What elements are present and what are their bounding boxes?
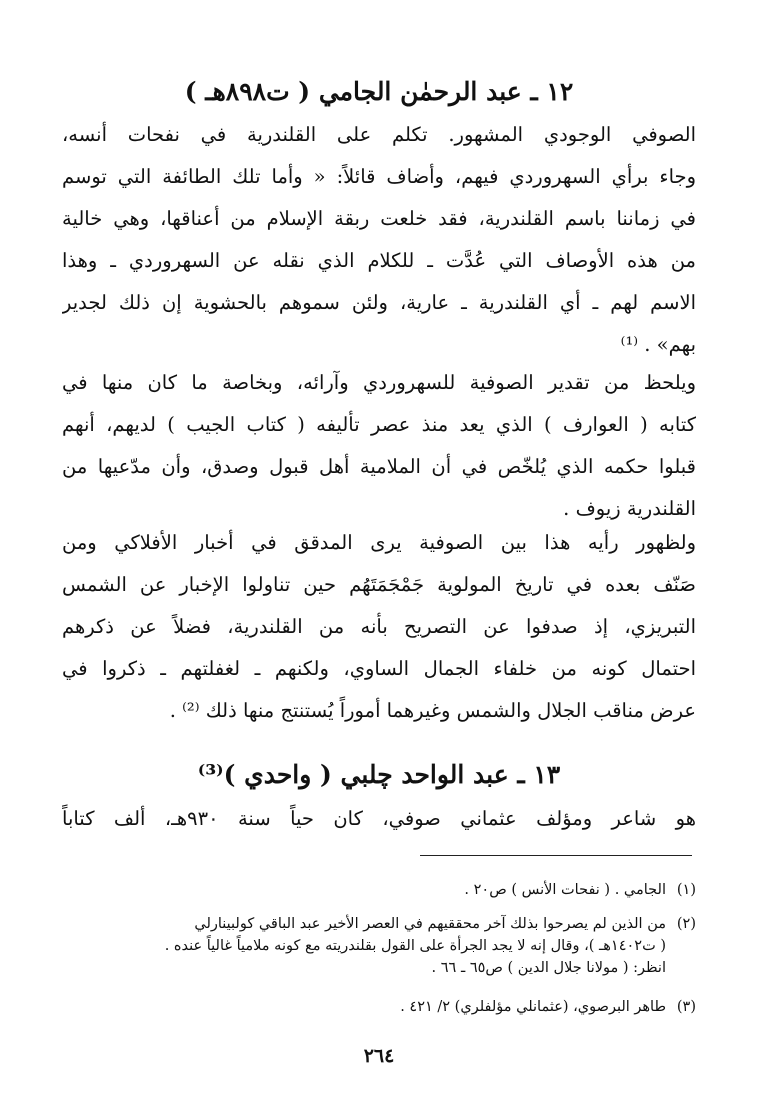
text-line: صَنّف بعده في تاريخ المولوية جَمْجَمَتَهُم حين تناولوا الإخبار عن الشمس xyxy=(62,573,696,596)
section-12-paragraph-3 xyxy=(62,522,696,732)
text-line: في زماننا باسم القلندرية، فقد خلعت ربقة الإسلام من أعناقها، وهي خالية xyxy=(62,207,696,230)
text-line: ويلحظ من تقدير الصوفية للسهروردي وآرائه، وبخاصة ما كان منها في xyxy=(62,371,696,394)
text-line: عرض مناقب الجلال والشمس وغيرهما أموراً يُستنتج منها ذلك ⁽²⁾ . xyxy=(169,699,696,722)
footnote-1 xyxy=(58,879,696,901)
section-13-heading: ١٣ ـ عبد الواحد چلبي ( واحدي )⁽³⁾ xyxy=(197,760,561,789)
footnote-text: الجامي . ( نفحات الأنس ) ص٢٠ . xyxy=(464,882,666,898)
text-line: كتابه ( العوارف ) الذي يعد منذ عصر تأليفه ( كتاب الجيب ) لديهم، أنهم xyxy=(62,413,696,436)
text-line: بهم» . ⁽¹⁾ xyxy=(620,333,696,356)
text-line: احتمال كونه من خلفاء الجمال الساوي، ولكنهم ـ لغفلتهم ـ ذكروا في xyxy=(62,657,696,680)
text-line: الاسم لهم ـ أي القلندرية ـ عارية، ولئن سموهم بالحشوية إن ذلك لجدير xyxy=(62,291,696,314)
page-number: ٢٦٤ xyxy=(363,1045,395,1067)
footnote-number: (٢) xyxy=(676,916,696,932)
text-line: التبريزي، إذ صدفوا عن التصريح بأنه من القلندرية، فضلاً عن ذكرهم xyxy=(62,615,696,638)
text-line: قبلوا حكمه الذي يُلخّص في أن الملامية أهل قبول وصدق، وأن مدّعيها من xyxy=(62,455,696,478)
footnote-text: من الذين لم يصرحوا بذلك آخر محققيهم في العصر الأخير عبد الباقي كولبينارلي xyxy=(194,916,666,932)
text-line: القلندرية زيوف . xyxy=(563,497,696,520)
section-13-paragraph-1 xyxy=(62,798,696,840)
section-12-paragraph-2 xyxy=(62,362,696,530)
footnote-continuation: ( ت١٤٠٢هـ )، وقال إنه لا يجد الجرأة على القول بقلندريته مع كونه ملامياً غالياً عنده . xyxy=(164,938,666,954)
text-line: وجاء برأي السهروردي فيهم، وأضاف قائلاً: « وأما تلك الطائفة التي توسم xyxy=(62,165,696,188)
text-line: ولظهور رأيه هذا بين الصوفية يرى المدقق في أخبار الأفلاكي ومن xyxy=(62,531,696,554)
footnote-2 xyxy=(58,913,696,979)
footnote-continuation: انظر: ( مولانا جلال الدين ) ص٦٥ ـ ٦٦ . xyxy=(431,960,666,976)
footnote-number: (٣) xyxy=(676,999,696,1015)
section-12-heading: ١٢ ـ عبد الرحمٰن الجامي ( ت٨٩٨هـ ) xyxy=(184,77,574,106)
footnote-3 xyxy=(58,996,696,1018)
footnote-divider xyxy=(420,855,692,856)
text-line: الصوفي الوجودي المشهور. تكلم على القلندرية في نفحات أنسه، xyxy=(62,123,696,146)
footnote-number: (١) xyxy=(676,882,696,898)
text-line: من هذه الأوصاف التي عُدَّت ـ للكلام الذي نقله عن السهروردي ـ وهذا xyxy=(62,249,696,272)
footnote-text: طاهر البرصوي، (عثمانلي مؤلفلري) ٢/ ٤٢١ . xyxy=(400,999,666,1015)
section-12-paragraph-1 xyxy=(62,114,696,366)
text-line: هو شاعر ومؤلف عثماني صوفي، كان حياً سنة ٩٣٠هـ، ألف كتاباً xyxy=(62,807,696,830)
